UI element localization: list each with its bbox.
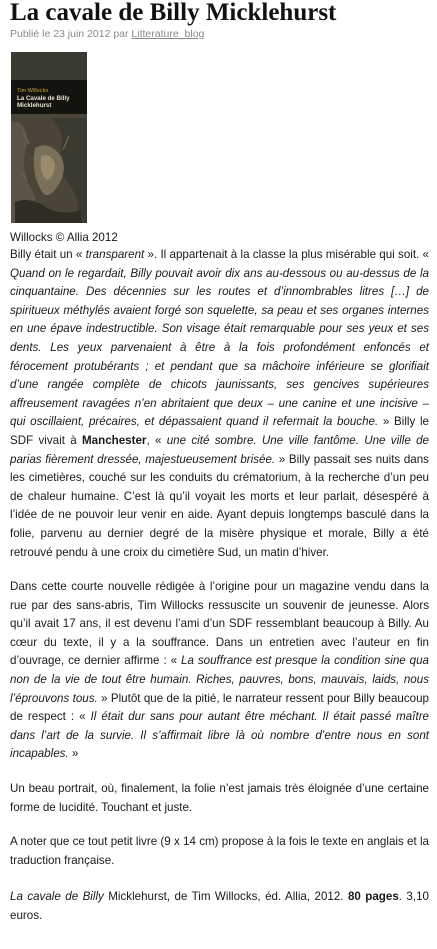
italic-quote: La souffrance est presque la condition sine qua non de la vie de tout être humain. Riches, pauvres, bons, mauvais, laids, nous l’éprouvons tous. (10, 654, 429, 705)
bold-text: Manchester (82, 433, 147, 447)
text-run: » Billy passait ses nuits dans les cimetières, couché sur les conduits du crématorium, à la recherche d’un peu de chaleur humaine. C’est là qu’il voyait les morts et leur parlait, désespéré à l’idée de ne pouvoir leur venir en aide. Ayant depuis longtemps basculé dans la folie, parvenu au dernier degré de la misère physique et morale, Billy a été retrouvé pendu à une croix du cimetière Sud, un matin d’hiver. (10, 452, 429, 559)
cover-artwork (11, 52, 87, 223)
text-run: » (68, 747, 79, 761)
text-run: . 3,10 euros. (10, 890, 429, 922)
italic-quote: Il était dur sans pour autant être méchant. Il était passé maître dans l’art de la survie. Il s’affirmait libre là où nombre d’entre nous en sont incapables. (10, 710, 430, 761)
text-run: » Billy le SDF vivait à (10, 415, 429, 447)
text-run: Billy était un « (10, 248, 86, 261)
paragraph-3 (10, 780, 429, 817)
book-cover-image (11, 52, 87, 223)
text-run: Micklehurst, de Tim Willocks, éd. Allia, 2012. (103, 890, 348, 904)
cover-text (17, 88, 87, 109)
post-meta (10, 27, 429, 41)
text-run: , « (146, 433, 167, 447)
text-run: Un beau portrait, où, finalement, la folie n’est jamais très éloignée d’une certaine forme de lucidité. Touchant et juste. (10, 782, 429, 814)
author-link[interactable]: Litterature_blog (131, 28, 205, 40)
book-reference (10, 888, 429, 925)
cover-author: Tim Willocks (17, 88, 49, 94)
text-run: Dans cette courte nouvelle rédigée à l’origine pour un magazine vendu dans la rue par des sans-abris, Tim Willocks ressuscite un souvenir de jeunesse. Alors qu’il avait 17 ans, il est devenu l’ami d’un SDF ressemblant beaucoup à Billy. Au cœur du texte, il y a la souffrance. Dans un entretien avec l’auteur en fin d’ouvrage, ce dernier affirme : « (10, 580, 429, 668)
paragraph-2 (10, 578, 429, 764)
paragraph-1 (10, 246, 429, 562)
bold-text: 80 pages (347, 890, 399, 904)
post-date: Publié le 23 juin 2012 par (10, 28, 132, 40)
post-title: La cavale de Billy Micklehurst (10, 0, 337, 26)
text-run: ». Il appartenait à la classe la plus misérable qui soit. « (144, 248, 430, 261)
cover-title: La Cavale de Billy Micklehurst (17, 95, 70, 109)
text-run: A noter que ce tout petit livre (9 x 14 cm) propose à la fois le texte en anglais et la traduction française. (10, 835, 429, 867)
italic-quote: transparent (85, 248, 145, 261)
image-caption: Willocks © Allia 2012 (10, 231, 118, 244)
italic-quote: La cavale de Billy (10, 890, 104, 904)
text-run: » Plutôt que de la pitié, le narrateur ressent pour Billy beaucoup de respect : « (10, 691, 430, 724)
paragraph-4 (10, 833, 429, 870)
italic-quote: Quand on le regardait, Billy pouvait avoir dix ans au-dessous ou au-dessus de la cinquantaine. Des décennies sur les routes et d’innombrables litres […] de spiritueux méthylés avaient forgé son squelette, sa peau et ses organes internes en une épave indestructible. Son visage était remarquable pour ses yeux et ses dents. Les yeux parvenaient à être à la fois profondément enfoncés et férocement protubérants ; et pendant que sa mâchoire inférieure se glorifiait d’une rangée complète de chicots jaunissants, ses gencives supérieures affreusement ravagées n’en abritaient que deux – une canine et une incisive – qui oscillaient, précaires, et dépassaient quand il refermait la bouche. (10, 266, 429, 429)
italic-quote: une cité sombre. Une ville fantôme. Une ville de parias fièrement dressée, majestueusement brisée. (10, 433, 429, 466)
